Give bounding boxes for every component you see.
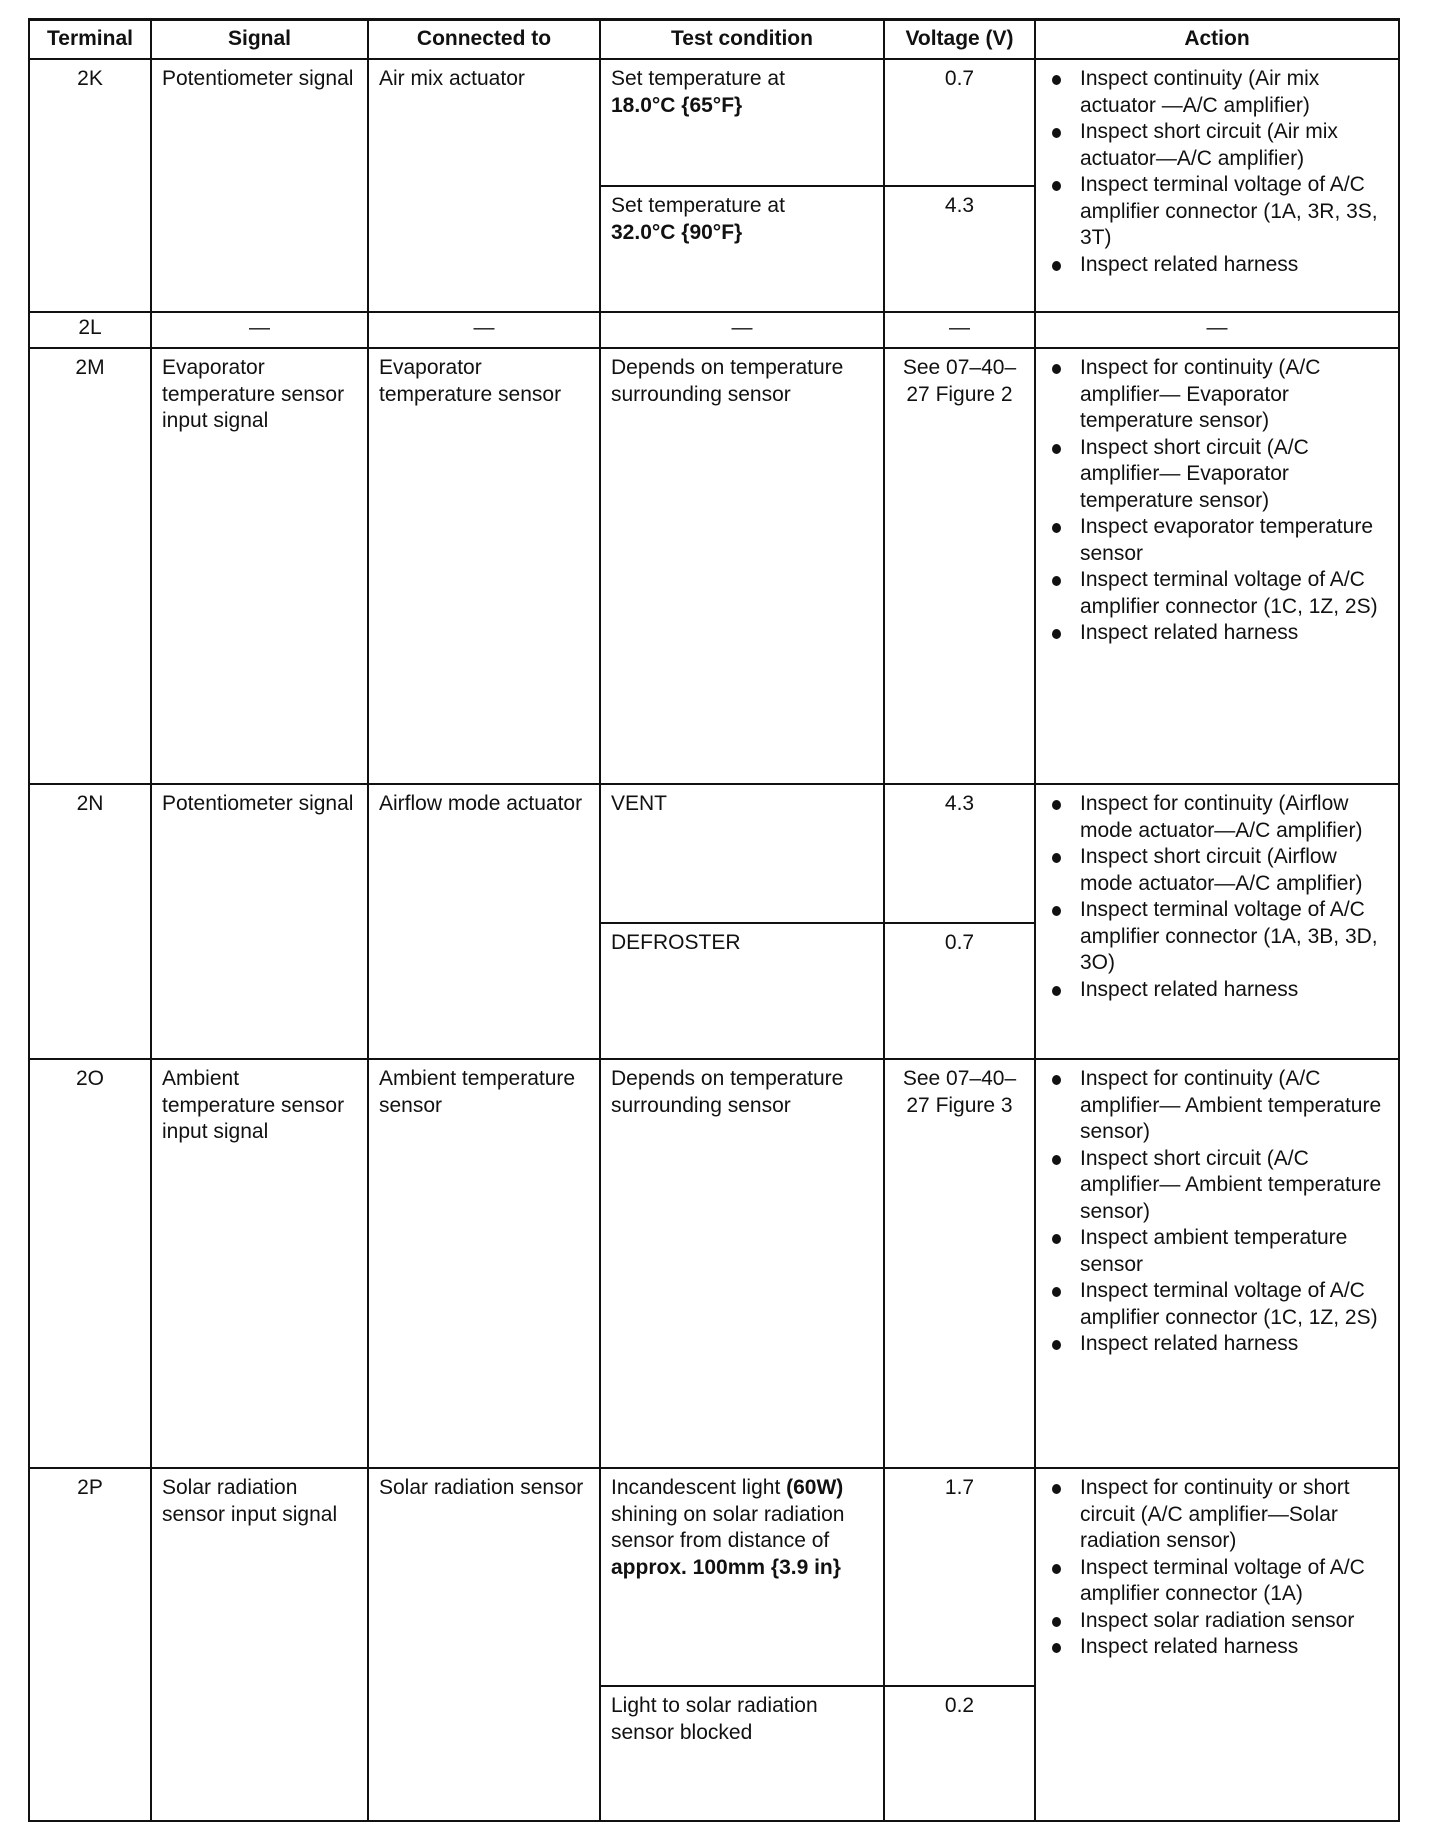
terminal-cell: 2O [29,1059,151,1468]
signal-cell: — [151,312,368,348]
action-item: Inspect continuity (Air mix actuator —A/C amplifier) [1080,66,1388,119]
terminal-cell: 2K [29,59,151,312]
connected-cell: Solar radiation sensor [368,1468,600,1821]
condition-cell: Set temperature at 32.0°C {90°F} [600,186,884,312]
action-item: Inspect short circuit (Air mix actuator—A/C amplifier) [1080,119,1388,172]
signal-cell: Potentiometer signal [151,784,368,1059]
action-item: Inspect terminal voltage of A/C amplifier connector (1A) [1080,1555,1388,1608]
header-voltage: Voltage (V) [884,20,1035,60]
action-cell [1035,59,1399,312]
table-row-2l [29,312,1399,348]
signal-cell: Potentiometer signal [151,59,368,312]
table-row-2n [29,784,1399,923]
condition-cell: Set temperature at 18.0°C {65°F} [600,59,884,186]
action-cell [1035,1059,1399,1468]
terminal-inspection-table [28,18,1400,1822]
action-item: Inspect ambient temperature sensor [1080,1225,1388,1278]
action-item: Inspect for continuity (A/C amplifier— Ambient temperature sensor) [1080,1066,1388,1146]
action-item: Inspect related harness [1080,1331,1388,1358]
action-item: Inspect short circuit (Airflow mode actuator—A/C amplifier) [1080,844,1388,897]
action-item: Inspect related harness [1080,977,1388,1004]
voltage-cell: See 07–40–27 Figure 3 [884,1059,1035,1468]
table-row-2p [29,1468,1399,1686]
action-item: Inspect terminal voltage of A/C amplifier connector (1A, 3R, 3S, 3T) [1080,172,1388,252]
action-item: Inspect terminal voltage of A/C amplifier connector (1C, 1Z, 2S) [1080,1278,1388,1331]
terminal-cell: 2M [29,348,151,784]
terminal-cell: 2N [29,784,151,1059]
header-terminal: Terminal [29,20,151,60]
action-cell [1035,1468,1399,1821]
action-item: Inspect for continuity (A/C amplifier— Evaporator temperature sensor) [1080,355,1388,435]
action-item: Inspect related harness [1080,252,1388,279]
action-item: Inspect short circuit (A/C amplifier— Ambient temperature sensor) [1080,1146,1388,1226]
condition-cell: Light to solar radiation sensor blocked [600,1686,884,1821]
header-action: Action [1035,20,1399,60]
condition-cell: Depends on temperature surrounding sensor [600,1059,884,1468]
connected-cell: — [368,312,600,348]
action-item: Inspect for continuity (Airflow mode actuator—A/C amplifier) [1080,791,1388,844]
table-row-2k [29,59,1399,186]
action-item: Inspect related harness [1080,620,1388,647]
condition-cell: — [600,312,884,348]
condition-cell: DEFROSTER [600,923,884,1059]
action-item: Inspect related harness [1080,1634,1388,1661]
voltage-cell: — [884,312,1035,348]
connected-cell: Air mix actuator [368,59,600,312]
action-cell [1035,784,1399,1059]
action-item: Inspect terminal voltage of A/C amplifier connector (1C, 1Z, 2S) [1080,567,1388,620]
header-signal: Signal [151,20,368,60]
header-connected-to: Connected to [368,20,600,60]
header-row [29,20,1399,60]
table-row-2o [29,1059,1399,1468]
condition-cell: Incandescent light (60W) shining on solar radiation sensor from distance of approx. 100mm {3.9 in} [600,1468,884,1686]
signal-cell: Ambient temperature sensor input signal [151,1059,368,1468]
terminal-cell: 2L [29,312,151,348]
connected-cell: Airflow mode actuator [368,784,600,1059]
voltage-cell: 4.3 [884,186,1035,312]
action-cell [1035,348,1399,784]
signal-cell: Evaporator temperature sensor input signal [151,348,368,784]
connected-cell: Evaporator temperature sensor [368,348,600,784]
action-item: Inspect solar radiation sensor [1080,1608,1388,1635]
voltage-cell: 0.7 [884,59,1035,186]
condition-cell: Depends on temperature surrounding sensor [600,348,884,784]
header-test-condition: Test condition [600,20,884,60]
action-cell: — [1035,312,1399,348]
action-item: Inspect for continuity or short circuit (A/C amplifier—Solar radiation sensor) [1080,1475,1388,1555]
action-item: Inspect short circuit (A/C amplifier— Evaporator temperature sensor) [1080,435,1388,515]
signal-cell: Solar radiation sensor input signal [151,1468,368,1821]
condition-cell: VENT [600,784,884,923]
action-item: Inspect terminal voltage of A/C amplifier connector (1A, 3B, 3D, 3O) [1080,897,1388,977]
voltage-cell: See 07–40–27 Figure 2 [884,348,1035,784]
voltage-cell: 0.2 [884,1686,1035,1821]
connected-cell: Ambient temperature sensor [368,1059,600,1468]
voltage-cell: 1.7 [884,1468,1035,1686]
voltage-cell: 4.3 [884,784,1035,923]
table-row-2m [29,348,1399,784]
action-item: Inspect evaporator temperature sensor [1080,514,1388,567]
voltage-cell: 0.7 [884,923,1035,1059]
terminal-cell: 2P [29,1468,151,1821]
